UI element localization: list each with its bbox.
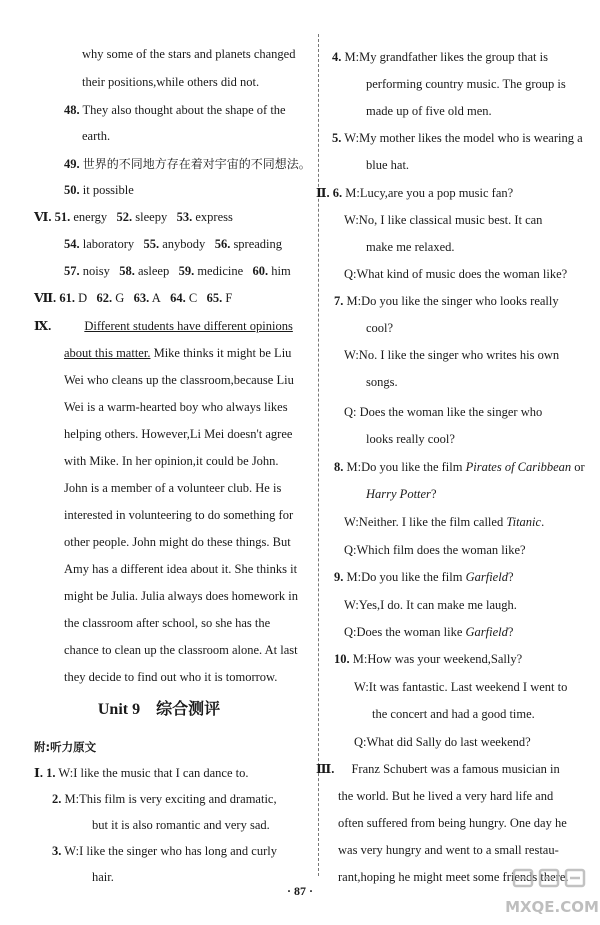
section-roman: Ⅰ. — [34, 766, 43, 780]
item-answer: C — [188, 291, 198, 305]
text-fragment: . — [541, 515, 545, 529]
item-number: 54. — [64, 237, 80, 251]
underlined-sentence: about this matter. — [64, 346, 151, 360]
text-line: was very hungry and went to a small restau- — [338, 843, 559, 857]
item-number: 7. — [334, 294, 344, 308]
film-title: Harry Potter — [366, 487, 431, 501]
item-word: spreading — [233, 237, 283, 251]
text-fragment: Mike thinks it might be Liu — [150, 346, 292, 360]
text-line: might be Julia. Julia always does homework in — [64, 589, 298, 603]
item-answer: G — [115, 291, 125, 305]
text-line: Q:Which film does the woman like? — [344, 543, 526, 557]
underlined-sentence: Different students have different opinions — [84, 319, 293, 333]
text-line: Amy has a different idea about it. She thinks it — [64, 562, 298, 576]
section-7-row — [34, 290, 232, 306]
item-number: 59. — [178, 264, 195, 278]
watermark-text: MXQE.COM — [506, 898, 598, 916]
text-line: made up of five old men. — [366, 104, 492, 118]
text-fragment: ? — [507, 570, 514, 584]
item-word: energy — [73, 210, 108, 224]
item-answer: F — [225, 291, 233, 305]
listening-item-1 — [34, 765, 248, 781]
text-line: Q:What kind of music does the woman like? — [344, 267, 568, 281]
listening-item-9 — [334, 569, 514, 585]
unit-title: Unit 9 综合测评 — [97, 701, 221, 718]
listening-item-4 — [332, 49, 548, 65]
page-number: · 87 · — [286, 884, 313, 898]
text-line: John is a member of a volunteer club. He is — [64, 481, 282, 495]
item-text: M:How was your weekend,Sally? — [352, 652, 523, 666]
text-line: make me relaxed. — [366, 240, 455, 254]
item-number: 64. — [170, 291, 186, 305]
item-number: 60. — [252, 264, 269, 278]
text-line: looks really cool? — [366, 432, 455, 446]
item-number: 56. — [214, 237, 231, 251]
item-answer: A — [151, 291, 161, 305]
text-line: helping others. However,Li Mei doesn't agree — [64, 427, 293, 441]
text-line: with Mike. In her opinion,it could be John. — [64, 454, 279, 468]
item-text: They also thought about the shape of the — [82, 103, 286, 117]
item-text: M:Do you like the singer who looks really — [346, 294, 559, 308]
section-roman: Ⅸ. — [34, 319, 52, 333]
text-line: rant,hoping he might meet some friends there. — [338, 870, 569, 884]
section-roman: Ⅵ. — [34, 210, 52, 224]
listening-item-6 — [316, 185, 513, 201]
section-3-first-line — [316, 761, 560, 777]
item-number: 10. — [334, 652, 350, 666]
item-number: 62. — [96, 291, 113, 305]
text-line: performing country music. The group is — [366, 77, 566, 91]
section-6-row-2 — [64, 236, 282, 252]
text-line: Wei who cleans up the classroom,because Liu — [64, 373, 294, 387]
text-line: Q:What did Sally do last weekend? — [354, 735, 531, 749]
item-text: M:Do you like the film — [346, 570, 466, 584]
item-answer: D — [78, 291, 88, 305]
section-roman: Ⅱ. — [316, 186, 330, 200]
text-line — [344, 624, 513, 640]
text-line: why some of the stars and planets changed — [82, 47, 296, 61]
item-number: 63. — [133, 291, 150, 305]
item-number: 52. — [116, 210, 133, 224]
item-text: 世界的不同地方存在着对宇宙的不同想法。 — [82, 157, 311, 171]
item-number: 48. — [64, 103, 80, 117]
item-text: W:My mother likes the model who is wearing a — [344, 131, 583, 145]
answer-49 — [64, 156, 311, 172]
item-text: it possible — [82, 183, 134, 197]
item-number: 51. — [54, 210, 71, 224]
listening-item-2 — [52, 791, 277, 807]
listening-item-3 — [52, 843, 277, 859]
watermark-logo-icon — [506, 866, 598, 920]
text-line: their positions,while others did not. — [82, 75, 260, 89]
item-text: M:My grandfather likes the group that is — [344, 50, 548, 64]
film-title: Garfield — [465, 625, 508, 639]
text-line: interested in volunteering to do something for — [64, 508, 294, 522]
text-line: W:No. I like the singer who writes his own — [344, 348, 560, 362]
item-number: 65. — [206, 291, 223, 305]
text-fragment: ? — [507, 625, 514, 639]
section-6-row-1 — [34, 209, 233, 225]
listening-item-7 — [334, 293, 559, 309]
section-9-line — [64, 345, 291, 361]
section-roman: Ⅶ. — [34, 291, 57, 305]
text-line: chance to clean up the classroom alone. At last — [64, 643, 298, 657]
item-word: sleepy — [135, 210, 168, 224]
text-line: W:Yes,I do. It can make me laugh. — [344, 598, 517, 612]
item-number: 57. — [64, 264, 80, 278]
item-number: 2. — [52, 792, 62, 806]
right-column — [316, 0, 600, 900]
item-number: 50. — [64, 183, 80, 197]
item-text: M:Lucy,are you a pop music fan? — [345, 186, 514, 200]
text-line: the concert and had a good time. — [372, 707, 535, 721]
text-line: but it is also romantic and very sad. — [92, 818, 270, 832]
listening-item-5 — [332, 130, 583, 146]
item-number: 8. — [334, 460, 344, 474]
answer-48 — [64, 102, 286, 118]
item-number: 58. — [119, 264, 135, 278]
item-word: medicine — [197, 264, 244, 278]
section-roman: Ⅲ. — [316, 762, 335, 776]
item-text: W:I like the singer who has long and curly — [64, 844, 277, 858]
item-word: express — [195, 210, 233, 224]
item-number: 5. — [332, 131, 342, 145]
appendix-heading: 附:听力原文 — [34, 740, 97, 754]
text-line — [344, 514, 544, 530]
text-fragment: Franz Schubert was a famous musician in — [351, 762, 560, 776]
item-number: 4. — [332, 50, 342, 64]
text-line: Wei is a warm-hearted boy who always likes — [64, 400, 288, 414]
film-title: Garfield — [465, 570, 508, 584]
section-9-first-line — [34, 318, 293, 334]
text-line: hair. — [92, 870, 114, 884]
item-number: 49. — [64, 157, 80, 171]
answer-50 — [64, 182, 134, 198]
item-number: 61. — [59, 291, 75, 305]
text-line: W:No, I like classical music best. It can — [344, 213, 543, 227]
film-title: Titanic — [506, 515, 542, 529]
item-number: 9. — [334, 570, 344, 584]
text-line: they decide to find out who it is tomorrow. — [64, 670, 278, 684]
item-word: laboratory — [82, 237, 135, 251]
text-line: songs. — [366, 375, 398, 389]
item-number: 53. — [176, 210, 193, 224]
item-text: M:This film is very exciting and dramatic, — [64, 792, 277, 806]
watermark-logo — [506, 866, 598, 920]
text-fragment: W:Neither. I like the film called — [344, 515, 507, 529]
column-divider — [318, 34, 319, 876]
text-line: Q: Does the woman like the singer who — [344, 405, 543, 419]
item-number: 3. — [52, 844, 62, 858]
text-fragment: Q:Does the woman like — [344, 625, 466, 639]
text-fragment: ? — [430, 487, 437, 501]
item-number: 6. — [332, 186, 343, 200]
item-number: 1. — [46, 766, 56, 780]
text-line: other people. John might do these things. But — [64, 535, 291, 549]
item-text: M:Do you like the film — [346, 460, 466, 474]
text-line: W:It was fantastic. Last weekend I went to — [354, 680, 568, 694]
listening-item-10 — [334, 651, 522, 667]
item-word: asleep — [137, 264, 170, 278]
text-line: cool? — [366, 321, 394, 335]
section-6-row-3 — [64, 263, 291, 279]
item-text: W:I like the music that I can dance to. — [58, 766, 249, 780]
item-word: noisy — [82, 264, 110, 278]
item-number: 55. — [143, 237, 160, 251]
text-line — [366, 486, 437, 502]
text-line: the classroom after school, so she has the — [64, 616, 271, 630]
text-line: earth. — [82, 129, 111, 143]
text-line: blue hat. — [366, 158, 410, 172]
item-word: him — [271, 264, 291, 278]
listening-item-8 — [334, 459, 585, 475]
item-word: anybody — [162, 237, 206, 251]
film-title: Pirates of Caribbean — [465, 460, 572, 474]
text-fragment: or — [571, 460, 585, 474]
text-line: the world. But he lived a very hard life and — [338, 789, 554, 803]
text-line: often suffered from being hungry. One day he — [338, 816, 567, 830]
